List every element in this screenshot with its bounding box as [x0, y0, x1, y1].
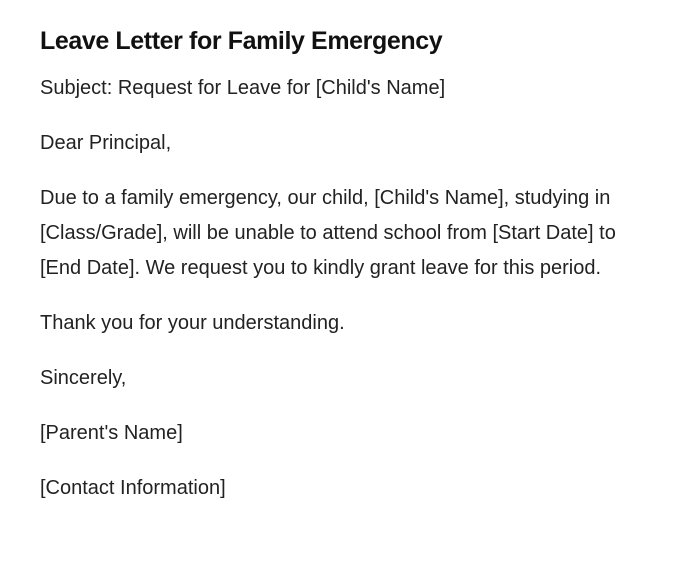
letter-body: Due to a family emergency, our child, [Child's Name], studying in [Class/Grade], will be unable to attend school from [Start Date] to [End Date]. We request you to kindly grant leave for this period. — [40, 187, 616, 279]
letter-thanks: Thank you for your understanding. — [40, 312, 345, 334]
letter-subject: Subject: Request for Leave for [Child's Name] — [40, 77, 446, 99]
letter-signature-name: [Parent's Name] — [40, 422, 183, 444]
letter-contact: [Contact Information] — [40, 477, 226, 499]
letter-salutation: Dear Principal, — [40, 132, 172, 154]
letter-title: Leave Letter for Family Emergency — [40, 27, 443, 55]
letter-closing: Sincerely, — [40, 367, 127, 389]
